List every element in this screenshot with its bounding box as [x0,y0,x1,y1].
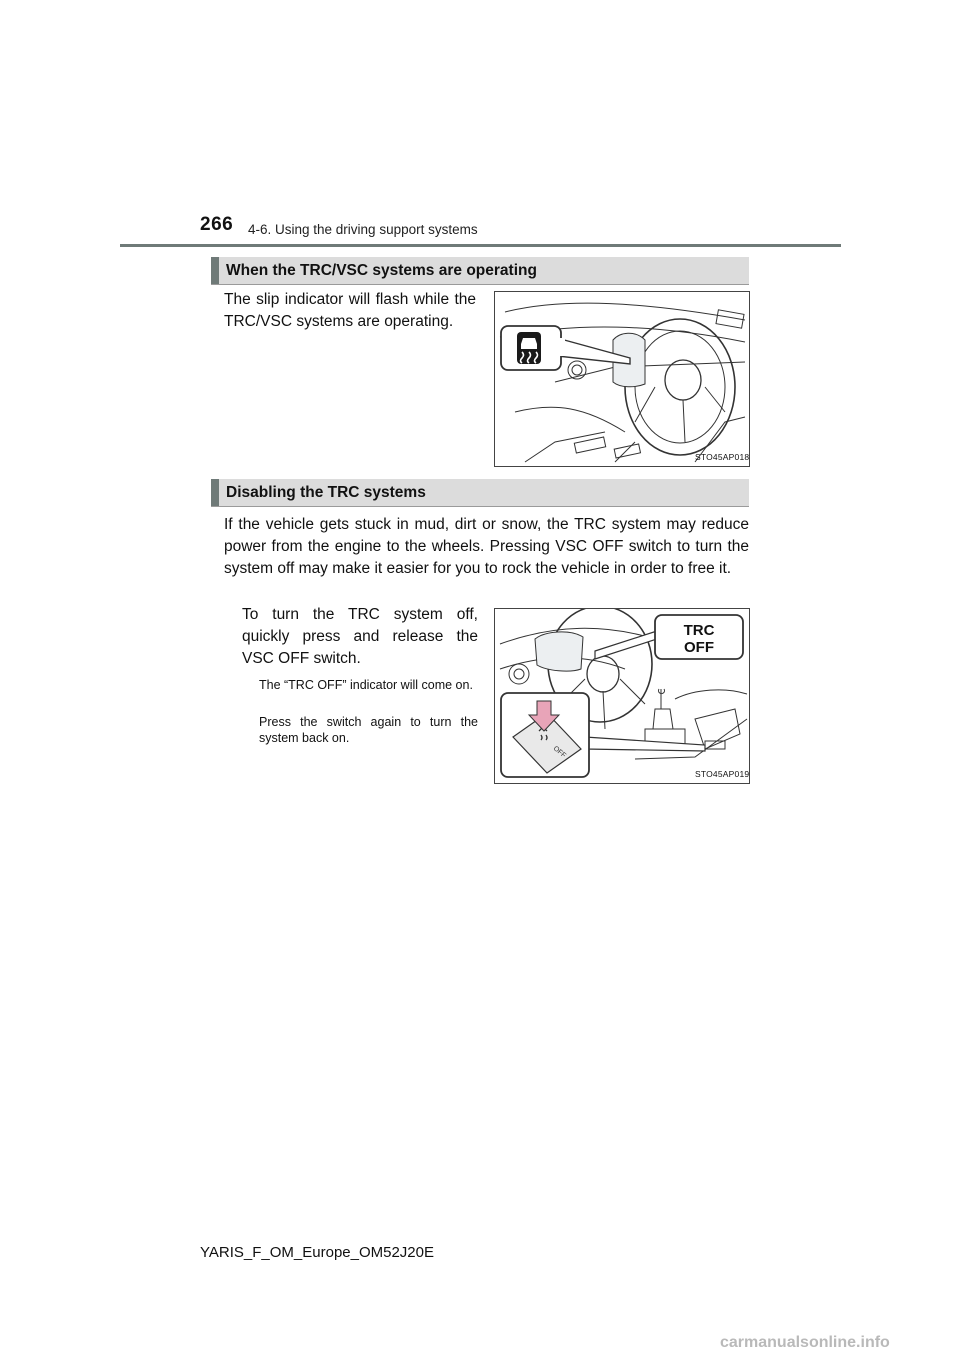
trc-off-callout [595,615,743,659]
figure-vsc-off-switch [494,608,750,784]
step-turn-trc-off: To turn the TRC system off, quickly press and release the VSC OFF switch. [242,606,478,667]
trc-off-label-line2: OFF [684,639,714,656]
svg-text:OFF: OFF [551,745,567,760]
page-number: 266 [200,214,234,235]
paragraph-slip-indicator: The slip indicator will flash while the TRC/VSC systems are operating. [224,291,476,330]
dashboard-illustration-2 [495,609,748,782]
slip-indicator-icon [517,332,541,364]
figure-slip-indicator [494,291,750,467]
watermark: carmanualsonline.info [720,1334,890,1351]
note-trc-off-indicator: The “TRC OFF” indicator will come on. [259,678,473,692]
trc-off-label-line1: TRC [683,622,715,639]
subheading-trc-vsc-operating [211,257,749,285]
figure-code: STO45AP018 [695,452,750,462]
paragraph-disabling-trc: If the vehicle gets stuck in mud, dirt or snow, the TRC system may reduce power from the engine to the wheels. Pressing VSC OFF switch to turn the system off may make it easier for you to rock the vehicle in order to free it. [224,516,749,577]
subheading-text: Disabling the TRC systems [226,484,426,501]
document-footer: YARIS_F_OM_Europe_OM52J20E [200,1244,435,1261]
subheading-rule [211,506,749,507]
note-press-again: Press the switch again to turn the system back on. [259,715,478,745]
subheading-rule [211,284,749,285]
switch-callout [501,693,705,777]
dashboard-illustration-1 [495,292,748,465]
subheading-disabling-trc [211,479,749,507]
header-rule [120,244,841,247]
subheading-text: When the TRC/VSC systems are operating [226,262,537,279]
figure-code: STO45AP019 [695,769,750,779]
section-title: 4-6. Using the driving support systems [248,222,478,237]
